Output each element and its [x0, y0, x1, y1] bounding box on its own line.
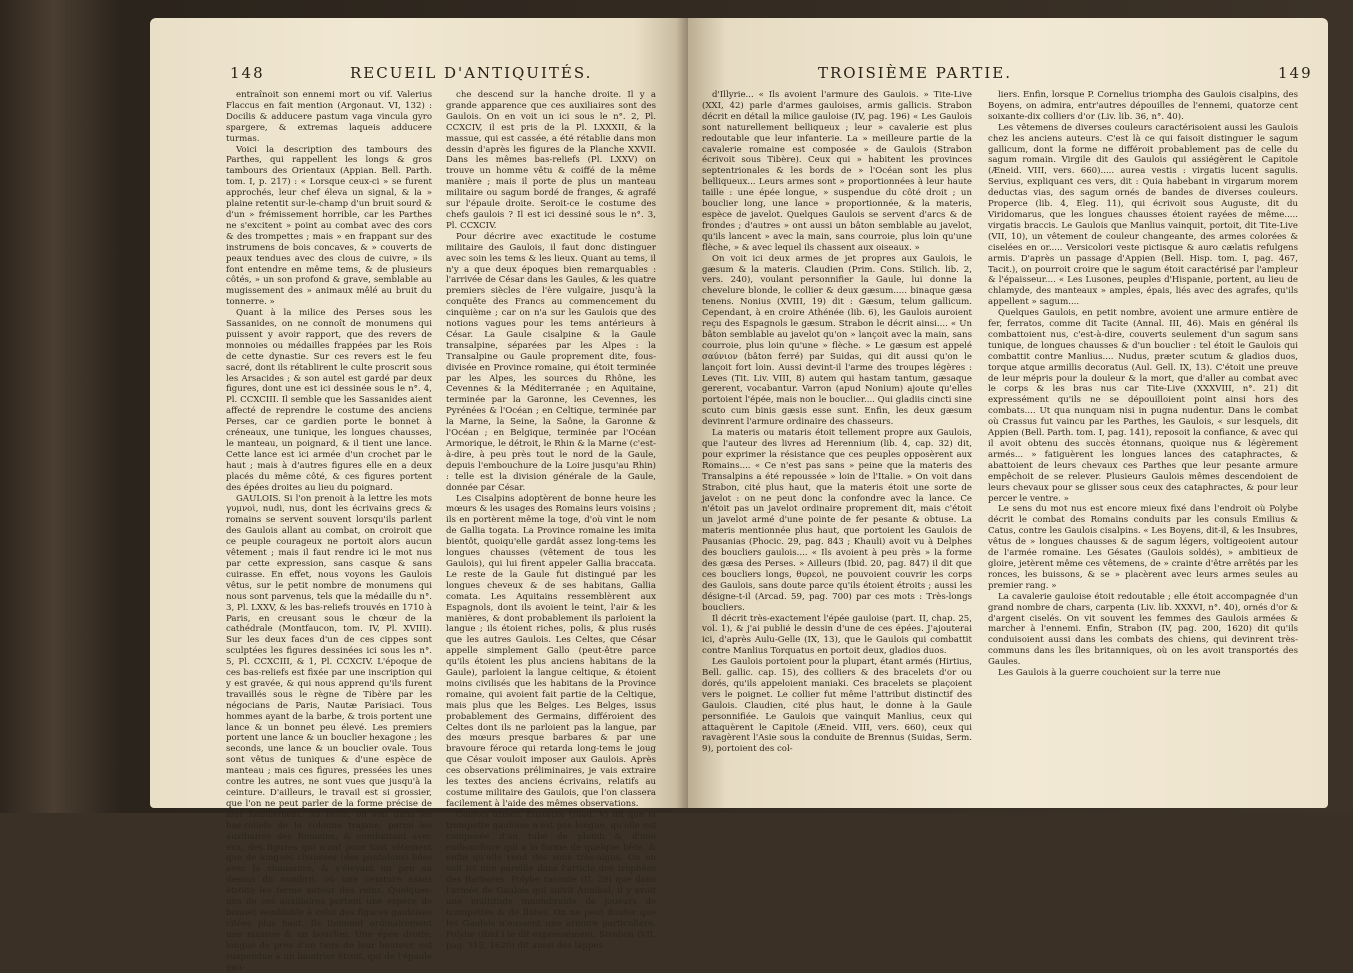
running-head: RECUEIL D'ANTIQUITÉS. [350, 64, 593, 82]
paragraph: d'Illyrie... « Ils avoient l'armure des Gaulois. » Tite-Live (XXI, 42) parle d'armes gauloises, armis gallicis. Strabon décrit en détail la milice gauloise (IV, pag. 196) « Les Gaulois sont naturellement belliqueux ; leur » cavalerie est plus redoutable que leur infanterie. La » meilleure partie de la cavalerie romaine est composée » de Gaulois (Strabon écrivoit sous Tibère). Ceux qui » habitent les provinces septentrionales & les bords de » l'Océan sont les plus belliqueux... Leurs armes sont » proportionnées à leur haute taille : une épée longue, » suspendue du côté droit ; un bouclier long, une lance » proportionnée, & la materis, espèce de javelot. Quelques Gaulois se servent d'arcs & de frondes ; d'autres » ont aussi un bâton semblable au javelot, qu'ils lancent » avec la main, sans courroie, plus loin qu'une flèche, » & avec lequel ils chassent aux oiseaux. » [702, 90, 972, 253]
left-page [150, 18, 688, 973]
paragraph: Voici la description des tambours des Parthes, qui rappellent les longs & gros tambours des Orientaux (Appian. Bell. Parth. tom. I, p. 217) : « Lorsque ceux-ci » se furent approchés, leur chef éleva un signal, & la » plaine retentit sur-le-champ d'un bruit sourd & d'un » frémissement horrible, car les Parthes ne s'excitent » point au combat avec des cors & des trompettes ; mais » en frappant sur des instrumens de bois concaves, & » couverts de peaux tendues avec des clous de cuivre, » ils font entendre en même tems, & de plusieurs côtés, » un son profond & grave, semblable au mugissement des » animaux mêlé au bruit du tonnerre. » [226, 144, 432, 308]
paragraph: Les Gaulois à la guerre couchoient sur la terre nue [998, 668, 1221, 679]
paragraph: GAULOIS. Si l'on prenoit à la lettre les mots γυμνοὶ, nudi, nus, dont les écrivains grecs & romains se servent souvent lorsqu'ils parlent des Gaulois allant au combat, on croiroit que ce peuple courageux ne portoit alors aucun vêtement ; mais il faut rendre ici le mot nus par cette expression, sans casque & sans cuirasse. En effet, nous voyons les Gaulois vêtus, sur le petit nombre de monumens qui nous sont parvenus, tels que la médaille du n°. 3, Pl. LXXV, & les bas-reliefs trouvés en 1710 à Paris, en creusant sous le chœur de la cathédrale (Montfaucon, tom. IV, Pl. XVIII). Sur les deux faces d'un de ces cippes sont sculptées les figures dessinées ici sous les n°. 5, Pl. CCXCIII, & 1, Pl. CCXCIV. L'époque de ces bas-reliefs est fixée par une inscription qui y est gravée, & qui nous apprend qu'ils furent travaillés sous le règne de Tibère par les négocians de Paris, Nautæ Parisiaci. Tous hommes ayant de la barbe, & trois portent une lance & un bonnet peu élevé. Les premiers portent une lance & un bouclier hexagone ; les seconds, une lance & un bouclier ovale. Tous sont vêtus de tuniques & d'une espèce de manteau ; mais ces figures, pressées les unes contre les autres, ne sont vues que jusqu'à la ceinture. D'ailleurs, le travail est si grossier, que l'on ne peut parler de la forme précise de leur habillement. Au reste, on voit dans les bas-reliefs de la colonne trajane, parmi les auxiliaires des Romains, & combattant avec eux, des figures qui n'ont pour tout vêtement que de longues chausses (des pantalons) liées avec la chaussure, & s'élevant un peu au dessus du nombril, où une ceinture assez étroite les ferme autour des reins. Quelques-uns de ces auxiliaires portent une espèce de bonnet semblable à celui des figures gauloises citées plus haut. Ils tiennent ordinairement une massue & un bouclier. Une épée droite, longue de près d'un tiers de leur hauteur, est suspendue à un baudrier étroit, qui de l'épaule gau- [226, 493, 432, 973]
paragraph: Gaulois armés. Eustathe (Iliad. V) dit que la trompette gauloise n'est pas longue, qu'elle est composée d'un tube de plomb & d'une embouchure qui a la forme de quelque bête, & enfin qu'elle rend des sons très-aigus. On en voit ici une pareille dans l'article des trophées des Barbares. Polybe raconte (II, 29) que dans l'armée de Gaulois qui suivit Annibal, il y avoit une multitude innombrable de joueurs de trompettes & de flûtes. On ne peut douter que les Gaulois n'eussent une armure particulière. Polybe (Ibid.) le dit expressément. Strabon (VII, pag. 315, 1620) dit aussi des lappes [446, 809, 656, 951]
paragraph: entraînoit son ennemi mort ou vif. Valerius Flaccus en fait mention (Argonaut. VI, 132) : Docilis & adducere pastum vaga vincula gyro spargere, & extremas laqueis adducere turmas. [226, 90, 432, 144]
paragraph: La cavalerie gauloise étoit redoutable ; elle étoit accompagnée d'un grand nombre de chars, carpenta (Liv. lib. XXXVI, n°. 40), ornés d'or & d'argent ciselés. On vit souvent les femmes des Gaulois armées & marcher à l'ennemi. Enfin, Strabon (IV, pag. 200, 1620) dit qu'ils conduisoient aussi dans les combats des chiens, qui devinrent très-communs dans les îles britanniques, où on les avoit transportés des Gaules. [988, 591, 1298, 668]
page-number: 148 [230, 64, 265, 82]
text-column-1 [226, 90, 432, 973]
paragraph: che descend sur la hanche droite. Il y a grande apparence que ces auxiliaires sont des Gaulois. On en voit un ici sous le n°. 2, Pl. CCXCIV, il est pris de la Pl. LXXXII, & la massue, qui est cassée, a été rétablie dans mon dessin d'après les figures de la Planche XXVII. Dans les mêmes bas-reliefs (Pl. LXXV) on trouve un homme vêtu & coiffé de la même manière ; mais il porte de plus un manteau militaire ou sagum bordé de franges, & agrafé sur l'épaule droite. Seroit-ce le costume des chefs gaulois ? Il est ici dessiné sous le n°. 3, Pl. CCXCIV. [446, 90, 656, 231]
paragraph: liers. Enfin, lorsque P. Cornelius triompha des Gaulois cisalpins, des Boyens, on admira, entr'autres dépouilles de l'ennemi, quatorze cent soixante-dix colliers d'or (Liv. lib. 36, n°. 40). [988, 90, 1298, 122]
text-column-1 [702, 90, 972, 786]
paragraph: Quant à la milice des Perses sous les Sassanides, on ne connoît de monumens qui puissent y avoir rapport, que des revers de monnoies ou médailles frappées par les Rois de cette dynastie. Sur ces revers est le feu sacré, dont ils rétablirent le culte proscrit sous les Arsacides ; & son autel est gardé par deux figures, dont une est ici dessinée sous le n°. 4, Pl. CCXCIII. Il semble que les Sassanides aient affecté de reprendre le costume des anciens Perses, car ce gardien porte le bonnet à créneaux, une tunique, les longues chausses, le manteau, un poignard, & il tient une lance. Cette lance est ici armée d'un crochet par le haut ; mais à d'autres figures elle en a deux placés du même côté, & ces figures portent des épées droites au lieu du poignard. [226, 308, 432, 493]
paragraph: Les vêtemens de diverses couleurs caractérisoient aussi les Gaulois chez les anciens auteurs. C'est là ce qui faisoit distinguer le sagum gallicum, dont la forme ne différoit probablement pas de celle du sagum romain. Virgile dit des Gaulois qui assiégèrent le Capitole (Æneid. VIII, vers. 660)..... aurea vestis : virgatis lucent sagulis. Servius, expliquant ces vers, dit : Quia habebant in virgarum morem deductas vias, des sagum ornés de bandes de diverses couleurs. Properce (lib. 4, Eleg. 11), qui écrivoit sous Auguste, dit du Viridomarus, que les longues chausses étoient rayées de même..... virgatis braccis. Le Gaulois que Manlius vainquit, portoit, dit Tite-Live (VII, 10), un vêtement de couleur changeante, des armes colorées & ciselées en or..... Versicolori veste pictisque & auro cælatis refulgens armis. D'après un passage d'Appien (Bell. Hisp. tom. I, pag. 467, Tacit.), on pourroit croire que le sagum étoit caractérisé par l'ampleur & l'épaisseur.... « Les Lusones, peuples d'Hispanie, portent, au lieu de chlamyde, des manteaux » amples, épais, liés avec des agrafes, qu'ils appellent » sagum.... [988, 122, 1298, 308]
paragraph: Quelques Gaulois, en petit nombre, avoient une armure entière de fer, ferratos, comme dit Tacite (Annal. III, 46). Mais en général ils combattoient nus, c'est-à-dire, couverts seulement d'un sagum sans tunique, de longues chausses & d'un bouclier : tel étoit le Gaulois qui combattit contre Manlius.... Nudus, præter scutum & gladios duos, torque atque armillis decoratus (Aul. Gell. IX, 13). C'étoit une preuve de leur mépris pour la douleur & la mort, que d'aller au combat avec le corps & les bras nus car Tite-Live (XXXVIII, n°. 21) dit expressément qu'ils ne se dépouilloient point ainsi hors des combats.... Ut qua nunquam nisi in pugna nudentur. Dans le combat où Crassus fut vaincu par les Parthes, les Gaulois, « sur lesquels, dit Appien (Bell. Parth. tom. I, pag. 141), reposoit la confiance, & avec qui il avoit obtenu des succès étonnans, quoique nus & légèrement armés... » fatiguèrent les longues lances des cataphractes, & abattoient de leurs chevaux ces Parthes que leur pesante armure empêchoit de se relever. Plusieurs Gaulois mêmes descendoient de leurs chevaux pour se glisser sous ceux des cataphractes, & pour leur percer le ventre. » [988, 308, 1298, 504]
running-head: TROISIÈME PARTIE. [818, 64, 1012, 82]
paragraph: On voit ici deux armes de jet propres aux Gaulois, le gæsum & la materis. Claudien (Prim. Cons. Stilich. lib. 2, vers. 240), voulant personnifier la Gaule, lui donne la chevelure blonde, le collier & deux gæsum..... binaque gæsa tenens. Nonius (XVIII, 19) dit : Gæsum, telum gallicum. Cependant, à en croire Athénée (lib. 6), les Gaulois auroient reçu des Espagnols le gæsum. Strabon le décrit ainsi.... « Un bâton semblable au javelot qu'on » lançoit avec la main, sans courroie, plus loin qu'une » flèche. » Le gæsum est appelé σαύνιον (bâton ferré) par Suidas, qui dit aussi qu'on le lançoit fort loin. Aussi devint-il l'arme des troupes légères : Leves (Tit. Liv. VIII, 8) autem qui hastam tantum, gæsaque gererent, vocabantur. Varron (apud Nonium) ajoute qu'elles portoient l'épée, mais non le bouclier.... Qui gladiis cincti sine scuto cum binis gæsis esse sunt. Enfin, les deux gæsum devinrent l'armure ordinaire des chasseurs. [702, 253, 972, 428]
paragraph: La materis ou mataris étoit tellement propre aux Gaulois, que l'auteur des livres ad Herennium (lib. 4, cap. 32) dit, pour exprimer la résistance que ces peuples opposèrent aux Romains.... « Ce n'est pas sans » peine que la materis des Transalpins a été repoussée » loin de l'Italie. » On voit dans Strabon, cité plus haut, que la materis étoit une sorte de javelot : on ne peut donc la confondre avec la lance. Ce n'étoit pas un javelot ordinaire proprement dit, mais c'étoit un javelot armé d'une pointe de fer pesante & obtuse. La materis mentionnée plus haut, que portoient les Gaulois de Pausanias (Phocic. 29, pag. 843 ; Khauli) avoit vu à Delphes des boucliers gaulois.... « Ils avoient à peu près » la forme des gæsa des Perses. » Ailleurs (Ibid. 20, pag. 847) il dit que ces boucliers longs, θυρεοὶ, ne pouvoient couvrir les corps des Gaulois, sans doute parce qu'ils étoient étroits ; aussi les désigne-t-il (Arcad. 59, pag. 700) par ces mots : Très-longs boucliers. [702, 428, 972, 613]
paragraph: Pour décrire avec exactitude le costume militaire des Gaulois, il faut donc distinguer avec soin les tems & les lieux. Quant au tems, il n'y a que deux époques bien remarquables : l'arrivée de César dans les Gaules, & les quatre premiers siècles de l'ère vulgaire, jusqu'à la conquête des Francs au commencement du cinquième ; car on n'a sur les Gaulois que des notions vagues pour les tems antérieurs à César. La Gaule cisalpine & la Gaule transalpine, séparées par les Alpes : la Transalpine ou Gaule proprement dite, fous-divisée en Province romaine, qui étoit terminée par les Alpes, les sources du Rhône, les Cevennes & la Méditerranée ; en Aquitaine, terminée par la Garonne, les Cevennes, les Pyrénées & l'Océan ; en Celtique, terminée par la Marne, la Seine, la Saône, la Garonne & l'Océan ; en Belgique, terminée par l'Océan Armorique, le détroit, le Rhin & la Marne (c'est-à-dire, à peu près tout le nord de la Gaule, depuis l'embouchure de la Loire jusqu'au Rhin) : telle est la division générale de la Gaule, donnée par César. [446, 231, 656, 493]
paragraph: Le sens du mot nus est encore mieux fixé dans l'endroit où Polybe décrit le combat des Romains conduits par les consuls Emilius & Catus, contre les Gaulois cisalpins. « Les Boyens, dit-il, & les Insubres, vêtus de » longues chausses & de sagum légers, voltigeoient autour de l'armée romaine. Les Gésates (Gaulois soldés), » ambitieux de gloire, jetèrent même ces vêtemens, de » crainte d'être arrêtés par les ronces, les buissons, & se » placèrent avec leurs armes seules au premier rang. » [988, 504, 1298, 591]
paragraph: Il décrit très-exactement l'épée gauloise (part. II, chap. 25, vol. 1), & j'ai publié le dessin d'une de ces épées. J'ajouterai ici, d'après Aulu-Gelle (IX, 13), que le Gaulois qui combattit contre Manlius Torquatus en portoit deux, gladios duos. [702, 613, 972, 657]
paragraph: Les Cisalpins adoptèrent de bonne heure les mœurs & les usages des Romains leurs voisins ; ils en portèrent même la toge, d'où vint le nom de Gallia togata. La Province romaine les imita bientôt, quoiqu'elle gardât assez long-tems les longues chausses (vêtement de tous les Gaulois), qui lui firent appeler Gallia braccata. Le reste de la Gaule fut distingué par les longues cheveux & de ses habitans, Gallia comata. Les Aquitains ressemblèrent aux Espagnols, dont ils avoient le teint, l'air & les manières, & dont probablement ils parloient la langue ; ils étoient riches, polis, & plus rusés que les autres Gaulois. Les Celtes, que César appelle simplement Gallo (peut-être parce qu'ils étoient les plus anciens habitans de la Gaule), parloient la langue celtique, & étoient moins civilisés que les habitans de la Province romaine, qui avoient fait partie de la Celtique, mais plus que les Belges. Les Belges, issus probablement des Germains, différoient des Celtes dont ils ne parloient pas la langue, par des mœurs presque barbares & par une bravoure féroce qui retarda long-tems le joug que César vouloit imposer aux Gaulois. Après ces observations préliminaires, je vais extraire les textes des anciens écrivains, relatifs au costume militaire des Gaulois, que l'on classera facilement à l'aide des mêmes observations. [446, 493, 656, 809]
text-column-2 [988, 90, 1298, 786]
paragraph: Les Gaulois portoient pour la plupart, étant armés (Hirtius, Bell. gallic. cap. 15), des colliers & des bracelets d'or ou dorés, qu'ils appeloient maniaki. Ces bracelets se plaçoient vers le poignet. Le collier fut même l'attribut distinctif des Gaulois. Claudien, cité plus haut, le donne à la Gaule personnifiée. Le Gaulois que vainquit Manlius, ceux qui attaquèrent le Capitole (Æneid. VIII, vers. 660), ceux qui ravagèrent l'Asie sous la conduite de Brennus (Suidas, Serm. 9), portoient des col- [702, 657, 972, 755]
page-number: 149 [1278, 64, 1313, 82]
text-column-2 [446, 90, 656, 951]
right-page [688, 18, 1328, 808]
